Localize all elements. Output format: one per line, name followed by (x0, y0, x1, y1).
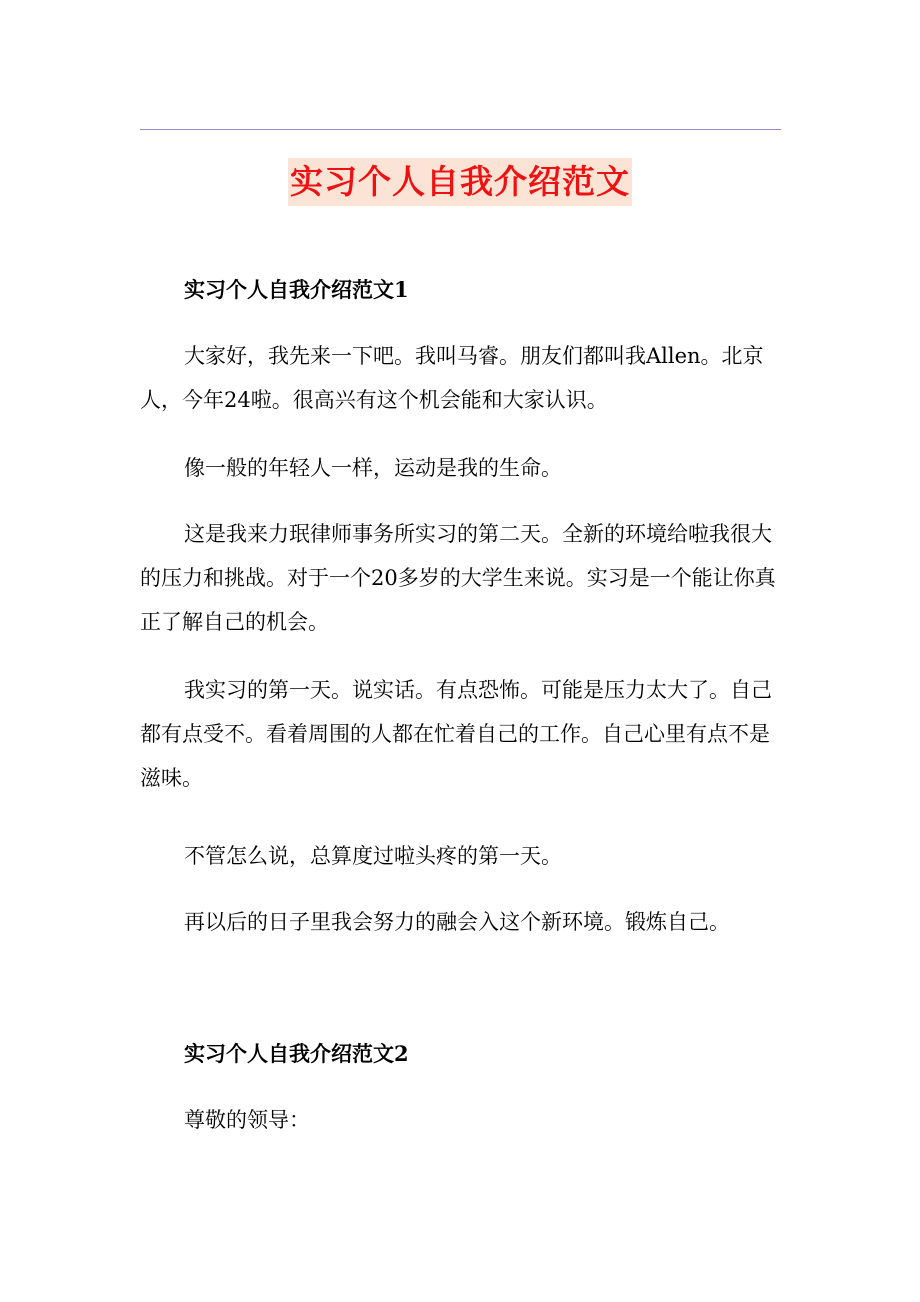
paragraph-2-1: 尊敬的领导： (184, 1108, 310, 1132)
paragraph-1-5: 不管怎么说，总算度过啦头疼的第一天。 (184, 844, 562, 868)
header-rule (140, 129, 781, 130)
paragraph-1-4: 我实习的第一天。说实话。有点恐怖。可能是压力太大了。自己都有点受不。看着周围的人都在忙着自己的工作。自己心里有点不是滋味。 (140, 678, 772, 790)
paragraph-1-3: 这是我来力珉律师事务所实习的第二天。全新的环境给啦我很大的压力和挑战。对于一个20多岁的大学生来说。实习是一个能让你真正了解自己的机会。 (140, 522, 776, 634)
document-title (0, 158, 920, 206)
document-title-text: 实习个人自我介绍范文 (288, 158, 632, 206)
section-heading-2: 实习个人自我介绍范文2 (184, 1041, 409, 1066)
paragraph-1-1: 大家好，我先来一下吧。我叫马睿。朋友们都叫我Allen。北京人，今年24啦。很高兴有这个机会能和大家认识。 (140, 344, 764, 412)
paragraph-1-2: 像一般的年轻人一样，运动是我的生命。 (184, 456, 562, 480)
section-heading-1: 实习个人自我介绍范文1 (184, 277, 409, 302)
paragraph-1-6: 再以后的日子里我会努力的融会入这个新环境。锻炼自己。 (184, 910, 730, 934)
